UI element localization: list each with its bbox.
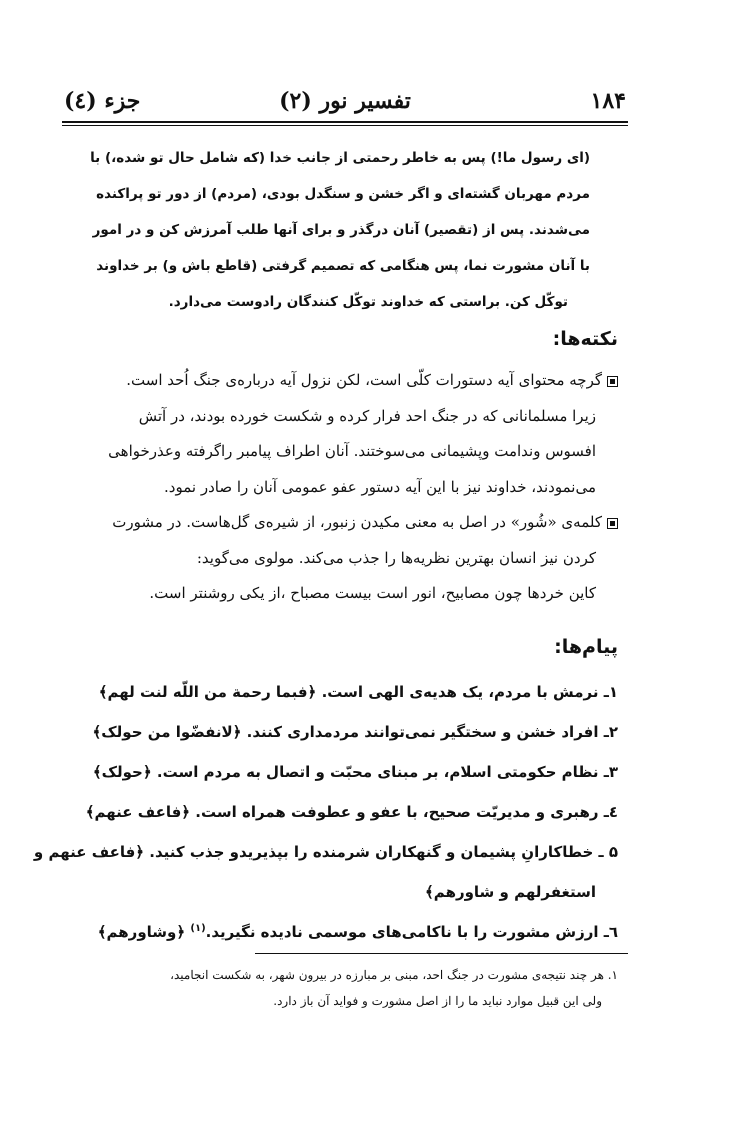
bullet-square-icon: [607, 376, 618, 387]
translation-line: توكّل كن. براستی كه خداوند توكّل كنندگان رادوست می‌دارد.: [168, 294, 568, 310]
bullet-square-icon: [607, 518, 618, 529]
message-item: ۲ـ افراد خشن و سختگیر نمی‌توانند مردمداری كنند. ﴿لانفضّوا من حولک﴾: [92, 723, 618, 741]
translation-line: (ای رسول ما!) پس به خاطر رحمتی از جانب خدا (كه شامل حال تو شده،) با: [90, 150, 590, 166]
poem-line: كاین خردها چون مصابیح، انور است بیست مصباح ،از یكی روشنتر است.: [149, 584, 596, 602]
translation-line: می‌شدند. پس از (تقصیر) آنان درگذر و برای آنها طلب آمرزش كن و در امور: [92, 222, 590, 238]
message-item: ۵ ـ خطاكارانِ پشیمان و گنهكاران شرمنده را بپذیریدو جذب كنید. ﴿فاعف عنهم و: [33, 843, 618, 861]
note-line: افسوس وندامت وپشیمانی می‌سوختند. آنان اطراف پیامبر راگرفته وعذرخواهی: [108, 442, 596, 460]
verse-translation: [90, 140, 590, 320]
notes-section: [78, 363, 618, 612]
translation-line: مردم مهربان گشته‌ای و اگر خشن و سنگدل بودی، (مردم) از دور تو پراكنده: [96, 186, 590, 202]
page-header: [62, 88, 628, 116]
note-line: كردن نیز انسان بهترین نظریه‌ها را جذب می‌كند. مولوی می‌گوید:: [196, 548, 596, 567]
note-line: كلمه‌ی «شُور» در اصل به معنی مكیدن زنبور، از شیره‌ی گل‌هاست. در مشورت: [78, 505, 618, 541]
note-line: می‌نمودند، خداوند نیز با این آیه دستور عفو عمومی آنان را صادر نمود.: [164, 477, 596, 496]
footnote-line: ۱. هر چند نتیجه‌ی مشورت در جنگ احد، مبنی بر مبارزه در بیرون شهر، به شكست انجامید،: [170, 968, 618, 982]
footnotes: [78, 962, 618, 1014]
message-item: ٤ـ رهبری و مدیریّت صحیح، با عفو و عطوفت همراه است. ﴿فاعف عنهم﴾: [85, 803, 618, 821]
messages-heading: پیام‌ها:: [554, 636, 618, 658]
message-item: ۳ـ نظام حكومتی اسلام، بر مبنای محبّت و اتصال به مردم است. ﴿حولک﴾: [92, 763, 618, 781]
note-line: زیرا مسلمانانی كه در جنگ احد فرار كرده و شكست خورده بودند، در آتش: [138, 406, 596, 425]
header-rule: [62, 121, 628, 126]
footnote-ref: (۱): [190, 923, 206, 934]
page-number: ۱۸۴: [590, 88, 626, 114]
translation-line: با آنان مشورت نما، پس هنگامی كه تصمیم گرفتی (قاطع باش و) بر خداوند: [96, 258, 590, 274]
section-label: جزء (٤): [64, 88, 141, 114]
message-item: ٦ـ ارزش مشورت را با ناكامی‌های موسمی نادیده نگیرید.$^{(۱)}$ ﴿وشاورهم﴾: [97, 923, 618, 941]
messages-section: [33, 672, 618, 952]
message-item: ۱ـ نرمش با مردم، یک هدیه‌ی الهی است. ﴿فبما رحمة من اللّه لنت لهم﴾: [98, 683, 618, 701]
book-title: تفسیر نور (۲): [279, 88, 411, 114]
footnote-rule: [255, 953, 628, 954]
footnote-line: ولی این قبیل موارد نباید ما را از اصل مشورت و فواید آن باز دارد.: [273, 994, 602, 1008]
notes-heading: نكته‌ها:: [552, 328, 618, 350]
note-line: گرچه محتوای آیه دستورات كلّی است، لكن نزول آیه درباره‌ی جنگ اُحد است.: [78, 363, 618, 399]
message-item-continued: استغفرلهم و شاورهم﴾: [425, 883, 596, 901]
